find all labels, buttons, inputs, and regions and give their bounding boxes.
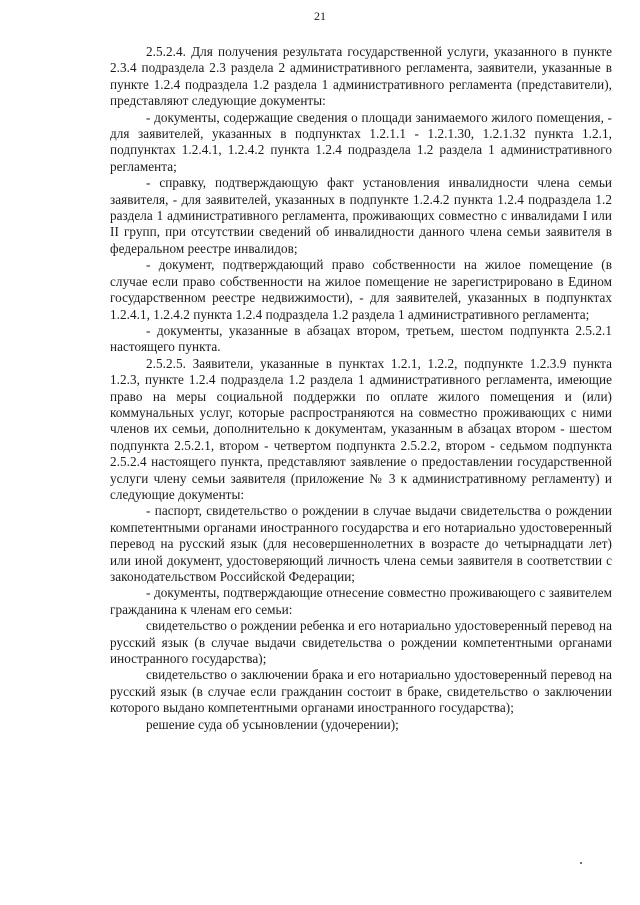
page-number: 21: [314, 9, 326, 23]
sub-item-birth-certificate: свидетельство о рождении ребенка и его нотариально удостоверенный перевод на русский язык (в случае выдачи свидетельства о рождении компетентными органами иностранного государства);: [110, 618, 612, 667]
scan-speck: [580, 862, 582, 864]
paragraph-2-5-2-5: 2.5.2.5. Заявители, указанные в пунктах 1.2.1, 1.2.2, подпункте 1.2.3.9 пункта 1.2.3, пункте 1.2.4 подраздела 1.2 раздела 1 административного регламента, имеющие право на меры социальной поддержки по оплате жилого помещения и (или) коммунальных услуг, которые распространяются на совместно проживающих с ними членов их семьи, дополнительно к документам, указанным в абзацах втором - шестом подпункта 2.5.2.1, втором - четвертом подпункта 2.5.2.2, втором - седьмом подпункта 2.5.2.4 настоящего пункта, представляют заявление о предоставлении государственной услуги члену семьи заявителя (приложение № 3 к административному регламенту) и следующие документы:: [110, 355, 612, 502]
sub-item-adoption-decision: решение суда об усыновлении (удочерении);: [146, 716, 399, 732]
document-body: [110, 44, 612, 733]
sub-item-marriage-certificate: свидетельство о заключении брака и его нотариально удостоверенный перевод на русский язык (в случае если гражданин состоит в браке, свидетельство о заключении которого выдано компетентными органами иностранного государства);: [110, 667, 612, 716]
list-item-area-documents: - документы, содержащие сведения о площади занимаемого жилого помещения, - для заявителей, указанных в подпунктах 1.2.1.1 - 1.2.1.30, 1.2.1.32 пункта 1.2.1, подпунктах 1.2.4.1, 1.2.4.2 пункта 1.2.4 подраздела 1.2 раздела 1 административного регламента;: [110, 109, 612, 174]
paragraph-2-5-2-4: 2.5.2.4. Для получения результата государственной услуги, указанного в пункте 2.3.4 подраздела 2.3 раздела 2 административного регламента, заявители, указанные в пункте 1.2.4 подраздела 1.2 раздела 1 административного регламента (представители), представляют следующие документы:: [110, 44, 612, 109]
list-item-disability-certificate: - справку, подтверждающую факт установления инвалидности члена семьи заявителя, - для заявителей, указанных в подпункте 1.2.4.2 пункта 1.2.4 подраздела 1.2 раздела 1 административного регламента, проживающих совместно с инвалидами I или II групп, при отсутствии сведений об инвалидности данного члена семьи заявителя в федеральном реестре инвалидов;: [110, 175, 612, 256]
list-item-passport: - паспорт, свидетельство о рождении в случае выдачи свидетельства о рождении компетентными органами иностранного государства и его нотариально удостоверенный перевод на русский язык (для несовершеннолетних в возрасте до четырнадцати лет) или иной документ, удостоверяющий личность члена семьи заявителя в соответствии с законодательством Российской Федерации;: [110, 503, 612, 584]
list-item-ownership-document: - документ, подтверждающий право собственности на жилое помещение (в случае если право собственности на жилое помещение не зарегистрировано в Едином государственном реестре недвижимости), - для заявителей, указанных в подпунктах 1.2.4.1, 1.2.4.2 пункта 1.2.4 подраздела 1.2 раздела 1 административного регламента;: [110, 257, 612, 322]
list-item-referenced-documents: - документы, указанные в абзацах втором, третьем, шестом подпункта 2.5.2.1 настоящего пункта.: [110, 322, 612, 355]
list-item-family-documents: - документы, подтверждающие отнесение совместно проживающего с заявителем гражданина к членам его семьи:: [110, 585, 612, 617]
